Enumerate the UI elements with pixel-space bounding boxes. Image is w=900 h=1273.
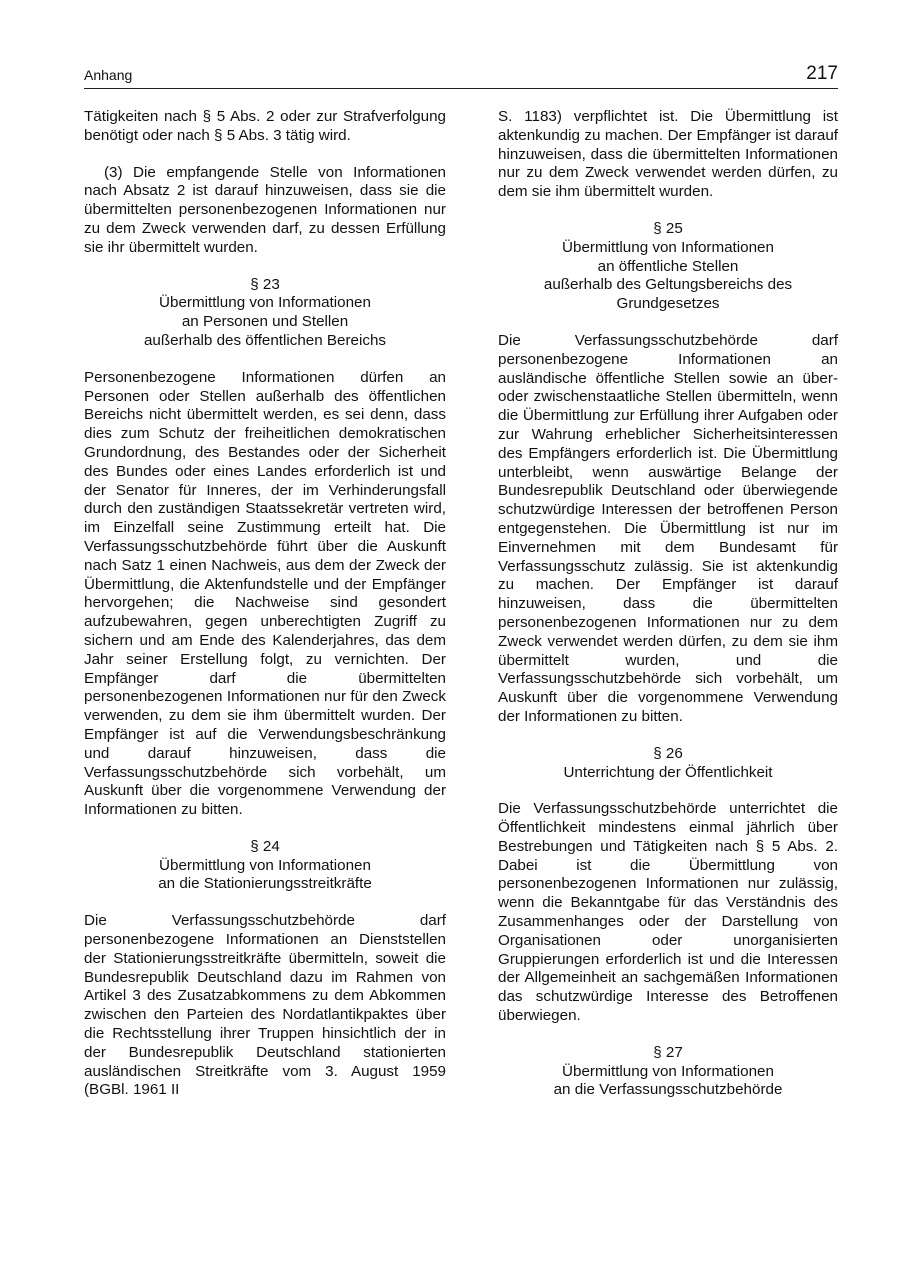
- section-number: § 27: [653, 1043, 683, 1061]
- paragraph-continuation: S. 1183) verpflichtet ist. Die Übermittlung ist aktenkundig zu machen. Der Empfänger ist darauf hinzuweisen, dass die übermittelten Informationen nur zu dem Zweck verwendet werden dürfen, zu dem sie ihm übermittelt wurden.: [498, 108, 838, 201]
- section-number: § 25: [653, 219, 683, 237]
- section-title-line: außerhalb des Geltungsbereichs des: [543, 276, 793, 294]
- section-24-text: Die Verfassungsschutzbehörde darf personenbezogene Informationen an Dienststellen der Stationierungsstreitkräfte übermitteln, soweit die Bundesrepublik Deutschland dazu im Rahmen von Artikel 3 des Zusatzabkommens zu dem Abkommen zwischen den Parteien des Nordatlantikpaktes über die Rechtsstellung ihrer Truppen hinsichtlich der in der Bundesrepublik Deutschland stationierten ausländischen Streitkräfte vom 3. August 1959 (BGBl. 1961 II: [84, 912, 446, 1099]
- section-title-line: an die Verfassungsschutzbehörde: [553, 1081, 783, 1099]
- section-title-line: Übermittlung von Informationen: [562, 1062, 774, 1080]
- section-title-line: an die Stationierungsstreitkräfte: [158, 875, 372, 893]
- section-title-line: Übermittlung von Informationen: [159, 856, 371, 874]
- paragraph-continuation: Tätigkeiten nach § 5 Abs. 2 oder zur Strafverfolgung benötigt oder nach § 5 Abs. 3 tätig wird.: [84, 108, 446, 144]
- section-25-heading: [498, 220, 838, 314]
- section-title-line: Grundgesetzes: [616, 295, 720, 313]
- section-26-heading: [498, 745, 838, 783]
- section-number: § 26: [653, 744, 683, 762]
- section-title-line: an Personen und Stellen: [181, 313, 349, 331]
- section-26-text: Die Verfassungsschutzbehörde unterrichtet die Öffentlichkeit mindestens einmal jährlich über Bestrebungen und Tätigkeiten nach § 5 Abs. 2. Dabei ist die Übermittlung von personenbezogenen Informationen nur zulässig, wenn die Bekanntgabe für das Verständnis des Zusammenhanges oder der Darstellung von Organisationen oder unorganisierten Gruppierungen erforderlich ist und die Interessen der Allgemeinheit an sachgemäßen Informationen das schutzwürdige Interesse des Betroffenen überwiegen.: [498, 800, 838, 1025]
- section-25-text: Die Verfassungsschutzbehörde darf personenbezogene Informationen an ausländische öffentliche Stellen sowie an über- oder zwischenstaatliche Stellen übermitteln, wenn die Übermittlung zur Erfüllung ihrer Aufgaben oder zur Wahrung erheblicher Sicherheitsinteressen des Empfängers erforderlich ist. Die Übermittlung unterbleibt, wenn auswärtige Belange der Bundesrepublik Deutschland oder überwiegende schutzwürdige Interessen der betroffenen Person entgegenstehen. Die Übermittlung ist nur im Einvernehmen mit dem Bundesamt für Verfassungsschutz zulässig. Sie ist aktenkundig zu machen. Der Empfänger ist darauf hinzuweisen, dass die übermittelten personenbezogenen Informationen nur zu dem Zweck verwendet werden dürfen, zu dem sie ihm übermittelt wurden, und die Verfassungsschutzbehörde sich vorbehält, um Auskunft über die vorgenommene Verwendung der Informationen zu bitten.: [498, 331, 838, 725]
- section-24-heading: [84, 838, 446, 894]
- paragraph-3: (3) Die empfangende Stelle von Informationen nach Absatz 2 ist darauf hinzuweisen, dass sie die übermittelten personenbezogenen Informationen nur zu dem Zweck verwenden darf, zu dessen Erfüllung sie ihr übermittelt wurden.: [84, 163, 446, 256]
- right-column: [498, 108, 838, 1100]
- section-number: § 24: [250, 837, 280, 855]
- section-23-text: Personenbezogene Informationen dürfen an Personen oder Stellen außerhalb des öffentlichen Bereichs nicht übermittelt werden, es sei denn, dass dies zum Schutz der freiheitlichen demokratischen Grundordnung, des Bestandes oder der Sicherheit des Bundes oder eines Landes erforderlich ist und der Senator für Inneres, der im Verhinderungsfall durch den zuständigen Staatssekretär vertreten wird, im Einzelfall seine Zustimmung erteilt hat. Die Verfassungsschutzbehörde führt über die Auskunft nach Satz 1 einen Nachweis, aus dem der Zweck der Übermittlung, die Aktenfundstelle und der Empfänger hervorgehen; die Nachweise sind gesondert aufzubewahren, gegen unberechtigten Zugriff zu sichern und am Ende des Kalenderjahres, das dem Jahr seiner Erstellung folgt, zu vernichten. Der Empfänger darf die übermittelten personenbezogenen Informationen nur für den Zweck verwenden, zu dem sie ihm übermittelt wurden. Der Empfänger ist auf die Verwendungsbeschränkung und darauf hinzuweisen, dass die Verfassungsschutzbehörde sich vorbehält, um Auskunft über die vorgenommene Verwendung der Informationen zu bitten.: [84, 368, 446, 819]
- section-title-line: an öffentliche Stellen: [597, 257, 739, 275]
- running-head: Anhang: [84, 67, 133, 83]
- left-column: [84, 108, 446, 1100]
- section-number: § 23: [250, 275, 280, 293]
- page-header: [84, 60, 838, 89]
- section-title-line: außerhalb des öffentlichen Bereichs: [143, 331, 387, 349]
- section-title-line: Unterrichtung der Öffentlichkeit: [563, 763, 773, 781]
- page-number: 217: [806, 63, 838, 84]
- section-27-heading: [498, 1044, 838, 1100]
- section-title-line: Übermittlung von Informationen: [159, 294, 371, 312]
- section-23-heading: [84, 276, 446, 351]
- section-title-line: Übermittlung von Informationen: [562, 238, 774, 256]
